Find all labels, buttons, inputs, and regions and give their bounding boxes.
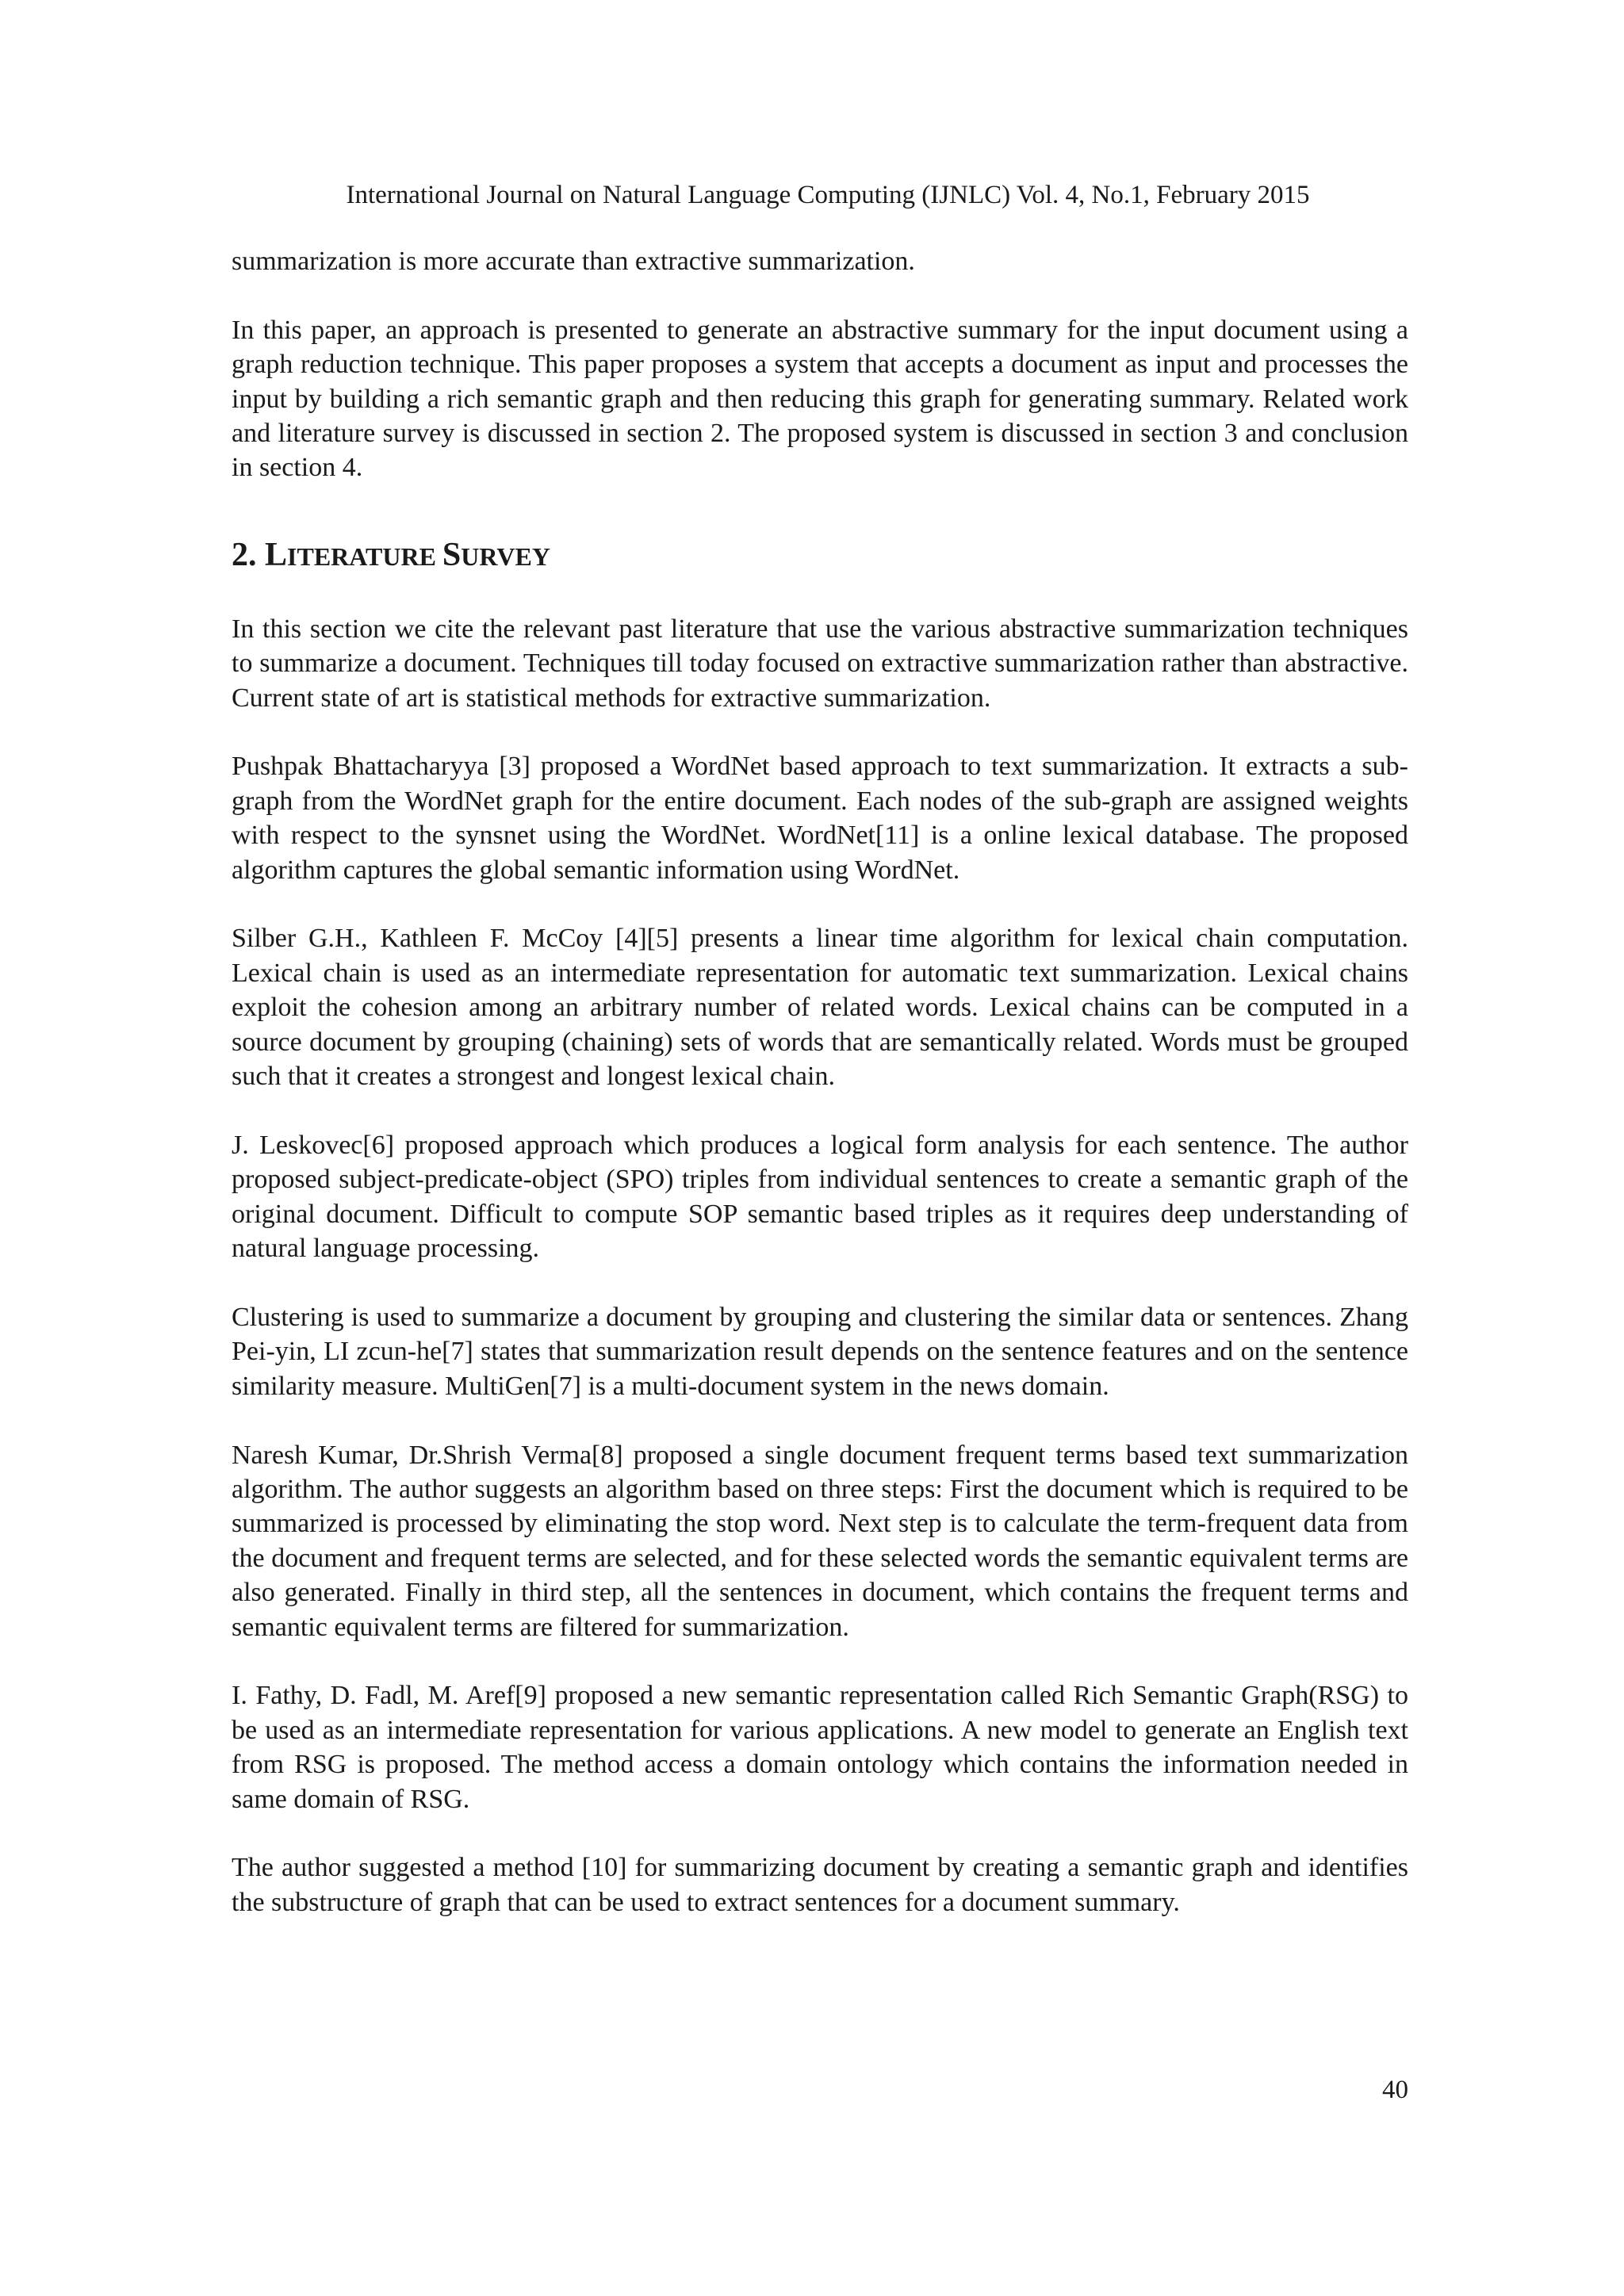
running-header: International Journal on Natural Language Computing (IJNLC) Vol. 4, No.1, February 2015: [346, 181, 1310, 209]
section-title-initial-2: S: [442, 536, 462, 573]
section-title-rest-2: URVEY: [461, 541, 550, 571]
page-body: [232, 244, 1408, 1919]
intro-continuation: summarization is more accurate than extractive summarization.: [232, 247, 915, 276]
section-heading: [232, 534, 1408, 577]
intro-paragraph: In this paper, an approach is presented to generate an abstractive summary for the input document using a graph reduction technique. This paper proposes a system that accepts a document as input and processes the input by building a rich semantic graph and then reducing this graph for generating summary. Related work and literature survey is discussed in section 2. The proposed system is discussed in section 3 and conclusion in section 4.: [232, 315, 1408, 483]
page-number: 40: [1382, 2076, 1408, 2104]
survey-paragraph: Silber G.H., Kathleen F. McCoy [4][5] presents a linear time algorithm for lexical chain computation. Lexical chain is used as an intermediate representation for automatic text summarization. Lexical chains exploit the cohesion among an arbitrary number of related words. Lexical chains can be computed in a source document by grouping (chaining) sets of words that are semantically related. Words must be grouped such that it creates a strongest and longest lexical chain.: [232, 924, 1408, 1092]
survey-paragraph: Clustering is used to summarize a document by grouping and clustering the similar data or sentences. Zhang Pei-yin, LI zcun-he[7] states that summarization result depends on the sentence features and on the sentence similarity measure. MultiGen[7] is a multi-document system in the news domain.: [232, 1302, 1408, 1401]
section-title-initial-1: L: [265, 536, 288, 573]
survey-paragraph: Naresh Kumar, Dr.Shrish Verma[8] proposed a single document frequent terms based text summarization algorithm. The author suggests an algorithm based on three steps: First the document which is required to be summarized is processed by eliminating the stop word. Next step is to calculate the term-frequent data from the document and frequent terms are selected, and for these selected words the semantic equivalent terms are also generated. Finally in third step, all the sentences in document, which contains the frequent terms and semantic equivalent terms are filtered for summarization.: [232, 1440, 1408, 1642]
survey-paragraph: In this section we cite the relevant past literature that use the various abstractive summarization techniques to summarize a document. Techniques till today focused on extractive summarization rather than abstractive. Current state of art is statistical methods for extractive summarization.: [232, 614, 1408, 713]
survey-paragraph: I. Fathy, D. Fadl, M. Aref[9] proposed a new semantic representation called Rich Semantic Graph(RSG) to be used as an intermediate representation for various applications. A new model to generate an English text from RSG is proposed. The method access a domain ontology which contains the information needed in same domain of RSG.: [232, 1681, 1408, 1814]
section-title-rest-1: ITERATURE: [287, 541, 442, 571]
survey-paragraph: J. Leskovec[6] proposed approach which produces a logical form analysis for each sentence. The author proposed subject-predicate-object (SPO) triples from individual sentences to create a semantic graph of the original document. Difficult to compute SOP semantic based triples as it requires deep understanding of natural language processing.: [232, 1130, 1408, 1264]
section-number: 2.: [232, 536, 265, 573]
survey-paragraph: The author suggested a method [10] for summarizing document by creating a semantic graph and identifies the substructure of graph that can be used to extract sentences for a document summary.: [232, 1853, 1408, 1917]
survey-paragraph: Pushpak Bhattacharyya [3] proposed a WordNet based approach to text summarization. It extracts a sub-graph from the WordNet graph for the entire document. Each nodes of the sub-graph are assigned weights with respect to the synsnet using the WordNet. WordNet[11] is a online lexical database. The proposed algorithm captures the global semantic information using WordNet.: [232, 752, 1408, 885]
